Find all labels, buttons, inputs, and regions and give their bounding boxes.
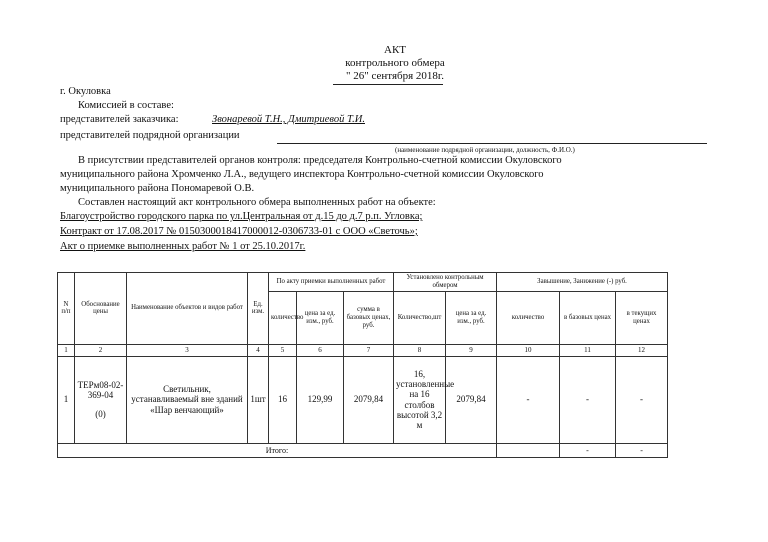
contractor-label: представителей подрядной организации: [60, 130, 240, 141]
th-price: цена за ед. изм., руб.: [297, 291, 344, 344]
cell-name: Светильник, устанавливаемый вне зданий «Шар венчающий»: [127, 356, 248, 443]
th-sum: сумма в базовых ценах, руб.: [344, 291, 394, 344]
th-num: N п/п: [58, 273, 75, 345]
th-d-base: в базовых ценах: [560, 291, 616, 344]
act-line: Акт о приемке выполненных работ № 1 от 25.10.2017г.: [60, 241, 306, 252]
contract-line: Контракт от 17.08.2017 № 0150300018417000012-0306733-01 с ООО «Светочь»;: [60, 226, 418, 237]
th-name: Наименование объектов и видов работ: [127, 273, 248, 345]
para2: Составлен настоящий акт контрольного обмера выполненных работ на объекте:: [78, 197, 436, 208]
cell-sum: 2079,84: [344, 356, 394, 443]
city: г. Окуловка: [60, 86, 111, 97]
date-underline: [333, 84, 443, 85]
th-group-measured: Установлено контрольным обмером: [394, 273, 497, 292]
cell-m-qty: 16, установленные на 16 столбов высотой 3,2 м: [394, 356, 446, 443]
col-number: 11: [560, 344, 616, 356]
col-number: 8: [394, 344, 446, 356]
customer-label: представителей заказчика:: [60, 114, 179, 125]
col-number: 7: [344, 344, 394, 356]
cell-num: 1: [58, 356, 75, 443]
doc-subtitle: контрольного обмера: [345, 57, 445, 69]
column-numbers-row: [58, 344, 668, 356]
cell-rate-code: ТЕРм08-02-369-04: [77, 380, 124, 401]
customer-names: Звонаревой Т.Н., Дмитриевой Т.И.: [212, 114, 365, 125]
th-rate: Обоснование цены: [75, 273, 127, 345]
contractor-line: [277, 143, 707, 144]
col-number: 3: [127, 344, 248, 356]
total-d-base: -: [560, 443, 616, 457]
total-label: Итого:: [58, 443, 497, 457]
th-qty: количество: [269, 291, 297, 344]
col-number: 9: [446, 344, 497, 356]
doc-date: " 26" сентября 2018г.: [346, 70, 444, 82]
th-unit: Ед. изм.: [248, 273, 269, 345]
th-m-price: цена за ед. изм., руб.: [446, 291, 497, 344]
col-number: 4: [248, 344, 269, 356]
cell-d-base: -: [560, 356, 616, 443]
contractor-note: (наименование подрядной организации, должность, Ф.И.О.): [395, 146, 575, 154]
th-m-qty: Количество,шт: [394, 291, 446, 344]
th-d-current: в текущих ценах: [616, 291, 668, 344]
th-group-act: По акту приемки выполненных работ: [269, 273, 394, 292]
col-number: 5: [269, 344, 297, 356]
col-number: 6: [297, 344, 344, 356]
col-number: 12: [616, 344, 668, 356]
total-d-qty: [497, 443, 560, 457]
cell-d-qty: -: [497, 356, 560, 443]
header-row-1: [58, 273, 668, 292]
cell-m-price: 2079,84: [446, 356, 497, 443]
total-d-current: -: [616, 443, 668, 457]
doc-title: АКТ: [384, 44, 406, 56]
cell-rate: [75, 356, 127, 443]
th-group-diff: Завышение, Занижение (-) руб.: [497, 273, 668, 292]
col-number: 2: [75, 344, 127, 356]
cell-qty: 16: [269, 356, 297, 443]
object-line: Благоустройство городского парка по ул.Центральная от д.15 до д.7 р.п. Угловка;: [60, 211, 423, 222]
col-number: 1: [58, 344, 75, 356]
col-number: 10: [497, 344, 560, 356]
para1-line1: В присутствии представителей органов контроля: председателя Контрольно-счетной комиссии Окуловского: [78, 155, 562, 166]
para1-line3: муниципального района Пономаревой О.В.: [60, 183, 255, 194]
total-row: [58, 443, 668, 457]
measurement-table: [57, 272, 668, 458]
cell-rate-sub: (0): [95, 408, 106, 419]
cell-price: 129,99: [297, 356, 344, 443]
para1-line2: муниципального района Хромченко Л.А., ведущего инспектора Контрольно-счетной комиссии Окуловского: [60, 169, 544, 180]
cell-d-current: -: [616, 356, 668, 443]
commission-label: Комиссией в составе:: [78, 100, 174, 111]
cell-unit: 1шт: [248, 356, 269, 443]
table-row: [58, 356, 668, 443]
th-d-qty: количество: [497, 291, 560, 344]
